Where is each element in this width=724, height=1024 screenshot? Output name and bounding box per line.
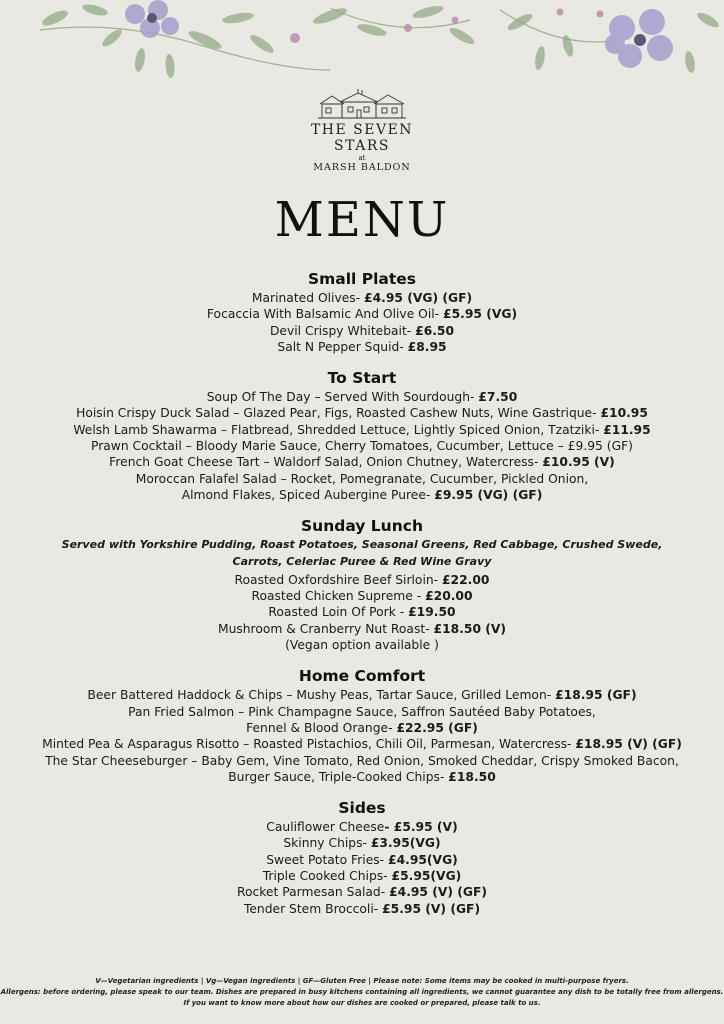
menu-item [0,604,724,620]
menu-item-price: £10.95 [600,406,648,421]
menu-item-text: French Goat Cheese Tart – Waldorf Salad, Onion Chutney, Watercress- [109,455,543,470]
section-title: Sides [338,799,386,818]
item-list [0,687,724,785]
menu-item [0,389,724,405]
menu-item-price: £18.95 (GF) [555,688,637,703]
menu-item-text: Salt N Pepper Squid- [277,339,408,354]
menu-item-text: The Star Cheeseburger – Baby Gem, Vine Tomato, Red Onion, Smoked Cheddar, Crispy Smoked Bacon, [45,753,679,768]
menu-item-text: Devil Crispy Whitebait- [269,323,416,338]
menu-item [0,471,724,487]
menu-item-text: Triple Cooked Chips- [262,869,392,884]
menu-item [0,835,724,851]
menu-item-text: (Vegan option available ) [285,638,439,653]
menu-item-text: Hoisin Crispy Duck Salad – Glazed Pear, Figs, Roasted Cashew Nuts, Wine Gastrique- [76,406,601,421]
item-list [0,389,724,503]
section-to-start [0,367,724,503]
menu-item-price: £4.95 (V) (GF) [389,885,488,900]
menu-item [0,637,724,653]
menu-item-text: Pan Fried Salmon – Pink Champagne Sauce, Saffron Sautéed Baby Potatoes, [128,704,596,719]
menu-item-price: - £5.95 (V) [384,820,458,835]
menu-item-text: Almond Flakes, Spiced Aubergine Puree- [181,487,435,502]
menu-item [0,687,724,703]
menu-item-price: £7.50 [478,390,518,405]
floral-decoration [0,0,724,90]
menu-item-text: Tender Stem Broccoli- [243,901,383,916]
menu-item-text: Sweet Potato Fries- [266,852,389,867]
section-sunday-lunch [0,515,724,653]
menu-item [0,323,724,339]
brand-name-line2: STARS [334,138,390,154]
menu-item [0,422,724,438]
menu-item [0,901,724,917]
menu-item-text: Cauliflower Cheese [266,820,385,835]
item-list [0,572,724,653]
menu-item-price: £18.50 [448,769,496,784]
menu-item-text: Soup Of The Day – Served With Sourdough- [206,390,479,405]
menu-item-price: £19.50 [408,605,456,620]
section-sides [0,797,724,917]
menu-item-text: Burger Sauce, Triple-Cooked Chips- [228,769,449,784]
menu-item-text: Skinny Chips- [283,836,371,851]
item-list [0,819,724,917]
item-list [0,290,724,355]
menu-content [0,268,724,929]
menu-item-price: £4.95(VG) [388,852,458,867]
menu-item-text: Marinated Olives- [251,291,365,305]
menu-item [0,884,724,900]
menu-item [0,487,724,503]
menu-item [0,306,724,322]
section-title: Home Comfort [298,667,426,686]
menu-title: MENU [274,192,450,248]
menu-item [0,438,724,454]
menu-item-text: Prawn Cocktail – Bloody Marie Sauce, Cherry Tomatoes, Cucumber, Lettuce – £9.95 (GF) [91,439,633,454]
pub-building-icon [314,88,410,120]
menu-item-price: £9.95 (VG) (GF) [434,487,543,502]
menu-item [0,588,724,604]
menu-item [0,868,724,884]
menu-item-price: £5.95 (VG) [443,307,518,322]
menu-item [0,769,724,785]
section-title: To Start [327,369,397,388]
section-subtitle: Served with Yorkshire Pudding, Roast Potatoes, Seasonal Greens, Red Cabbage, Crushed Swede, [61,538,663,552]
flower-right [605,9,673,68]
menu-item [0,290,724,306]
section-home-comfort [0,665,724,785]
menu-item-price: £6.50 [415,323,455,338]
menu-item-price: £4.95 (VG) (GF) [364,291,473,305]
brand-at: at [358,154,366,162]
section-small-plates [0,268,724,355]
menu-item-text: Welsh Lamb Shawarma – Flatbread, Shredded Lettuce, Lightly Spiced Onion, Tzatziki- [73,422,604,437]
menu-item [0,621,724,637]
menu-item-price: £18.50 (V) [433,621,507,636]
menu-item-text: Roasted Loin Of Pork - [268,605,409,620]
menu-item [0,720,724,736]
brand-name-line1: THE SEVEN [310,122,414,138]
section-title: Small Plates [307,270,417,288]
menu-item-price: £8.95 [407,339,447,354]
section-title: Sunday Lunch [301,517,423,536]
menu-item [0,819,724,835]
menu-item-text: Roasted Oxfordshire Beef Sirloin- [234,572,442,587]
menu-item [0,405,724,421]
menu-item [0,572,724,588]
menu-item-text: Moroccan Falafel Salad – Rocket, Pomegranate, Cucumber, Pickled Onion, [135,471,589,486]
footer-line: Allergens: before ordering, please speak to our team. Dishes are prepared in busy kitchens containing all ingredients, we cannot guarantee any dish to be totally free from allergens. [0,988,724,996]
menu-item-text: Roasted Chicken Supreme - [251,589,426,604]
restaurant-logo [0,88,724,174]
flower-left [125,0,179,38]
menu-item-price: £22.95 (GF) [396,720,478,735]
menu-item-price: £5.95(VG) [391,869,462,884]
menu-item-text: Beer Battered Haddock & Chips – Mushy Peas, Tartar Sauce, Grilled Lemon- [87,688,556,703]
menu-item-text: Fennel & Blood Orange- [246,720,397,735]
menu-item-price: £11.95 [603,422,651,437]
menu-item-text: Rocket Parmesan Salad- [236,885,390,900]
menu-item [0,736,724,752]
footer-line: If you want to know more about how our dishes are cooked or prepared, please talk to us. [183,999,541,1007]
menu-item-text: Mushroom & Cranberry Nut Roast- [217,621,434,636]
brand-location: MARSH BALDON [313,162,411,173]
menu-item-text: Minted Pea & Asparagus Risotto – Roasted Pistachios, Chili Oil, Parmesan, Watercress- [42,737,576,752]
menu-item [0,454,724,470]
menu-item-price: £22.00 [442,572,490,587]
menu-item [0,753,724,769]
menu-item-price: £10.95 (V) [542,455,615,470]
menu-item [0,704,724,720]
footer-line: V—Vegetarian ingredients | Vg—Vegan ingredients | GF—Gluten Free | Please note: Some items may be cooked in multi-purpose fryers. [95,977,629,985]
menu-item-price: £18.95 (V) (GF) [575,737,682,752]
menu-item-price: £20.00 [425,589,473,604]
menu-item-text: Focaccia With Balsamic And Olive Oil- [206,307,444,322]
section-subtitle: Carrots, Celeriac Puree & Red Wine Gravy [232,554,492,568]
allergen-footer [0,976,724,1009]
menu-item-price: £3.95(VG) [370,836,441,851]
menu-item [0,852,724,868]
menu-item-price: £5.95 (V) (GF) [382,901,481,916]
menu-item [0,339,724,355]
